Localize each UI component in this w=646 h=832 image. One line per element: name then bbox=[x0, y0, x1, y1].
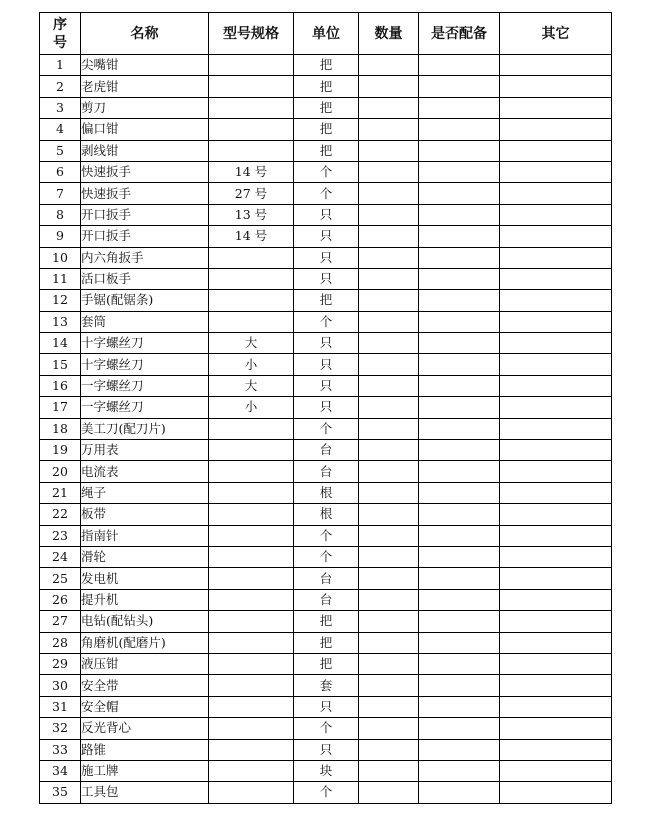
row-number-cell: 33 bbox=[40, 739, 81, 760]
tool-name-cell: 电钻(配钻头) bbox=[81, 611, 209, 632]
other-cell bbox=[500, 482, 612, 503]
tool-name-cell: 十字螺丝刀 bbox=[81, 333, 209, 354]
qty-cell bbox=[359, 140, 419, 161]
spec-cell: 小 bbox=[209, 354, 294, 375]
tool-name-cell: 万用表 bbox=[81, 440, 209, 461]
qty-cell bbox=[359, 760, 419, 781]
row-number-cell: 18 bbox=[40, 418, 81, 439]
qty-cell bbox=[359, 568, 419, 589]
spec-cell bbox=[209, 461, 294, 482]
table-row bbox=[40, 311, 612, 332]
table-row bbox=[40, 247, 612, 268]
equipped-cell bbox=[419, 226, 500, 247]
table-row bbox=[40, 119, 612, 140]
unit-cell: 根 bbox=[294, 482, 359, 503]
row-number-cell: 30 bbox=[40, 675, 81, 696]
unit-cell: 个 bbox=[294, 546, 359, 567]
tool-name-cell: 一字螺丝刀 bbox=[81, 397, 209, 418]
spec-cell: 大 bbox=[209, 375, 294, 396]
qty-cell bbox=[359, 418, 419, 439]
header-equipped: 是否配备 bbox=[419, 13, 500, 55]
other-cell bbox=[500, 782, 612, 803]
unit-cell: 把 bbox=[294, 290, 359, 311]
unit-cell: 个 bbox=[294, 418, 359, 439]
other-cell bbox=[500, 760, 612, 781]
row-number-cell: 13 bbox=[40, 311, 81, 332]
row-number-cell: 29 bbox=[40, 653, 81, 674]
qty-cell bbox=[359, 397, 419, 418]
equipped-cell bbox=[419, 97, 500, 118]
other-cell bbox=[500, 247, 612, 268]
qty-cell bbox=[359, 161, 419, 182]
tool-name-cell: 内六角扳手 bbox=[81, 247, 209, 268]
unit-cell: 块 bbox=[294, 760, 359, 781]
qty-cell bbox=[359, 226, 419, 247]
table-row bbox=[40, 268, 612, 289]
table-row bbox=[40, 418, 612, 439]
spec-cell bbox=[209, 525, 294, 546]
unit-cell: 只 bbox=[294, 333, 359, 354]
tool-name-cell: 提升机 bbox=[81, 589, 209, 610]
equipped-cell bbox=[419, 290, 500, 311]
other-cell bbox=[500, 525, 612, 546]
qty-cell bbox=[359, 611, 419, 632]
spec-cell: 小 bbox=[209, 397, 294, 418]
table-row bbox=[40, 568, 612, 589]
header-row bbox=[40, 13, 612, 55]
table-row bbox=[40, 675, 612, 696]
unit-cell: 只 bbox=[294, 247, 359, 268]
tool-name-cell: 安全带 bbox=[81, 675, 209, 696]
row-number-cell: 31 bbox=[40, 696, 81, 717]
table-row bbox=[40, 482, 612, 503]
other-cell bbox=[500, 504, 612, 525]
table-row bbox=[40, 546, 612, 567]
row-number-cell: 11 bbox=[40, 268, 81, 289]
spec-cell bbox=[209, 632, 294, 653]
other-cell bbox=[500, 696, 612, 717]
table-row bbox=[40, 55, 612, 76]
qty-cell bbox=[359, 290, 419, 311]
equipped-cell bbox=[419, 525, 500, 546]
qty-cell bbox=[359, 333, 419, 354]
qty-cell bbox=[359, 97, 419, 118]
qty-cell bbox=[359, 504, 419, 525]
table-row bbox=[40, 611, 612, 632]
tool-name-cell: 角磨机(配磨片) bbox=[81, 632, 209, 653]
other-cell bbox=[500, 675, 612, 696]
header-spec: 型号规格 bbox=[209, 13, 294, 55]
tool-name-cell: 板带 bbox=[81, 504, 209, 525]
qty-cell bbox=[359, 718, 419, 739]
equipped-cell bbox=[419, 653, 500, 674]
header-seq bbox=[40, 13, 81, 55]
other-cell bbox=[500, 333, 612, 354]
unit-cell: 只 bbox=[294, 739, 359, 760]
tool-name-cell: 套筒 bbox=[81, 311, 209, 332]
other-cell bbox=[500, 375, 612, 396]
row-number-cell: 26 bbox=[40, 589, 81, 610]
other-cell bbox=[500, 311, 612, 332]
other-cell bbox=[500, 55, 612, 76]
table-row bbox=[40, 290, 612, 311]
spec-cell: 14 号 bbox=[209, 226, 294, 247]
table-row bbox=[40, 354, 612, 375]
row-number-cell: 20 bbox=[40, 461, 81, 482]
unit-cell: 个 bbox=[294, 718, 359, 739]
equipped-cell bbox=[419, 461, 500, 482]
tool-name-cell: 美工刀(配刀片) bbox=[81, 418, 209, 439]
tool-name-cell: 尖嘴钳 bbox=[81, 55, 209, 76]
spec-cell bbox=[209, 119, 294, 140]
spec-cell bbox=[209, 611, 294, 632]
other-cell bbox=[500, 718, 612, 739]
equipped-cell bbox=[419, 760, 500, 781]
other-cell bbox=[500, 418, 612, 439]
row-number-cell: 1 bbox=[40, 55, 81, 76]
spec-cell bbox=[209, 97, 294, 118]
unit-cell: 只 bbox=[294, 268, 359, 289]
spec-cell bbox=[209, 76, 294, 97]
tool-name-cell: 快速扳手 bbox=[81, 183, 209, 204]
unit-cell: 把 bbox=[294, 119, 359, 140]
qty-cell bbox=[359, 55, 419, 76]
other-cell bbox=[500, 653, 612, 674]
spec-cell bbox=[209, 568, 294, 589]
spec-cell bbox=[209, 140, 294, 161]
tool-name-cell: 绳子 bbox=[81, 482, 209, 503]
unit-cell: 个 bbox=[294, 161, 359, 182]
qty-cell bbox=[359, 461, 419, 482]
row-number-cell: 9 bbox=[40, 226, 81, 247]
row-number-cell: 35 bbox=[40, 782, 81, 803]
tool-name-cell: 指南针 bbox=[81, 525, 209, 546]
other-cell bbox=[500, 461, 612, 482]
qty-cell bbox=[359, 311, 419, 332]
other-cell bbox=[500, 632, 612, 653]
qty-cell bbox=[359, 76, 419, 97]
unit-cell: 只 bbox=[294, 204, 359, 225]
row-number-cell: 12 bbox=[40, 290, 81, 311]
equipped-cell bbox=[419, 247, 500, 268]
header-qty: 数量 bbox=[359, 13, 419, 55]
unit-cell: 个 bbox=[294, 311, 359, 332]
tool-name-cell: 手锯(配锯条) bbox=[81, 290, 209, 311]
tool-name-cell: 剥线钳 bbox=[81, 140, 209, 161]
tool-name-cell: 剪刀 bbox=[81, 97, 209, 118]
equipped-cell bbox=[419, 375, 500, 396]
table-row bbox=[40, 440, 612, 461]
qty-cell bbox=[359, 546, 419, 567]
tool-name-cell: 反光背心 bbox=[81, 718, 209, 739]
equipped-cell bbox=[419, 611, 500, 632]
qty-cell bbox=[359, 482, 419, 503]
table-row bbox=[40, 97, 612, 118]
header-name: 名称 bbox=[81, 13, 209, 55]
equipped-cell bbox=[419, 183, 500, 204]
header-other: 其它 bbox=[500, 13, 612, 55]
table-row bbox=[40, 140, 612, 161]
spec-cell: 13 号 bbox=[209, 204, 294, 225]
unit-cell: 把 bbox=[294, 76, 359, 97]
other-cell bbox=[500, 546, 612, 567]
table-row bbox=[40, 183, 612, 204]
qty-cell bbox=[359, 268, 419, 289]
spec-cell bbox=[209, 268, 294, 289]
tool-name-cell: 开口扳手 bbox=[81, 204, 209, 225]
qty-cell bbox=[359, 675, 419, 696]
table-row bbox=[40, 739, 612, 760]
unit-cell: 把 bbox=[294, 97, 359, 118]
equipped-cell bbox=[419, 632, 500, 653]
spec-cell bbox=[209, 696, 294, 717]
unit-cell: 台 bbox=[294, 461, 359, 482]
header-seq-line2: 号 bbox=[53, 34, 67, 51]
other-cell bbox=[500, 76, 612, 97]
row-number-cell: 8 bbox=[40, 204, 81, 225]
tool-name-cell: 安全帽 bbox=[81, 696, 209, 717]
row-number-cell: 17 bbox=[40, 397, 81, 418]
tool-name-cell: 滑轮 bbox=[81, 546, 209, 567]
spec-cell: 14 号 bbox=[209, 161, 294, 182]
qty-cell bbox=[359, 247, 419, 268]
row-number-cell: 34 bbox=[40, 760, 81, 781]
table-row bbox=[40, 782, 612, 803]
row-number-cell: 14 bbox=[40, 333, 81, 354]
unit-cell: 台 bbox=[294, 440, 359, 461]
spec-cell: 大 bbox=[209, 333, 294, 354]
equipped-cell bbox=[419, 718, 500, 739]
other-cell bbox=[500, 119, 612, 140]
row-number-cell: 2 bbox=[40, 76, 81, 97]
unit-cell: 台 bbox=[294, 589, 359, 610]
row-number-cell: 21 bbox=[40, 482, 81, 503]
unit-cell: 根 bbox=[294, 504, 359, 525]
other-cell bbox=[500, 440, 612, 461]
unit-cell: 把 bbox=[294, 632, 359, 653]
spec-cell bbox=[209, 653, 294, 674]
header-seq-line1: 序 bbox=[53, 16, 67, 33]
row-number-cell: 5 bbox=[40, 140, 81, 161]
header-unit: 单位 bbox=[294, 13, 359, 55]
row-number-cell: 27 bbox=[40, 611, 81, 632]
other-cell bbox=[500, 290, 612, 311]
equipped-cell bbox=[419, 782, 500, 803]
equipped-cell bbox=[419, 568, 500, 589]
spec-cell bbox=[209, 418, 294, 439]
spec-cell bbox=[209, 440, 294, 461]
table-row bbox=[40, 161, 612, 182]
tool-name-cell: 开口扳手 bbox=[81, 226, 209, 247]
unit-cell: 个 bbox=[294, 183, 359, 204]
qty-cell bbox=[359, 525, 419, 546]
equipped-cell bbox=[419, 140, 500, 161]
equipped-cell bbox=[419, 739, 500, 760]
unit-cell: 只 bbox=[294, 354, 359, 375]
qty-cell bbox=[359, 739, 419, 760]
qty-cell bbox=[359, 782, 419, 803]
unit-cell: 个 bbox=[294, 525, 359, 546]
row-number-cell: 28 bbox=[40, 632, 81, 653]
equipped-cell bbox=[419, 504, 500, 525]
unit-cell: 把 bbox=[294, 140, 359, 161]
equipped-cell bbox=[419, 161, 500, 182]
table-row bbox=[40, 589, 612, 610]
tool-name-cell: 发电机 bbox=[81, 568, 209, 589]
table-row bbox=[40, 718, 612, 739]
tool-name-cell: 老虎钳 bbox=[81, 76, 209, 97]
qty-cell bbox=[359, 589, 419, 610]
row-number-cell: 19 bbox=[40, 440, 81, 461]
qty-cell bbox=[359, 204, 419, 225]
other-cell bbox=[500, 268, 612, 289]
equipped-cell bbox=[419, 204, 500, 225]
row-number-cell: 7 bbox=[40, 183, 81, 204]
unit-cell: 只 bbox=[294, 226, 359, 247]
spec-cell bbox=[209, 482, 294, 503]
equipped-cell bbox=[419, 76, 500, 97]
other-cell bbox=[500, 611, 612, 632]
row-number-cell: 10 bbox=[40, 247, 81, 268]
equipped-cell bbox=[419, 696, 500, 717]
qty-cell bbox=[359, 354, 419, 375]
spec-cell bbox=[209, 311, 294, 332]
other-cell bbox=[500, 354, 612, 375]
tool-name-cell: 电流表 bbox=[81, 461, 209, 482]
equipped-cell bbox=[419, 418, 500, 439]
row-number-cell: 32 bbox=[40, 718, 81, 739]
equipped-cell bbox=[419, 397, 500, 418]
unit-cell: 个 bbox=[294, 782, 359, 803]
equipped-cell bbox=[419, 589, 500, 610]
row-number-cell: 25 bbox=[40, 568, 81, 589]
table-row bbox=[40, 397, 612, 418]
table-row bbox=[40, 76, 612, 97]
unit-cell: 只 bbox=[294, 696, 359, 717]
qty-cell bbox=[359, 696, 419, 717]
qty-cell bbox=[359, 653, 419, 674]
row-number-cell: 23 bbox=[40, 525, 81, 546]
tool-inventory-table bbox=[39, 12, 612, 804]
row-number-cell: 6 bbox=[40, 161, 81, 182]
other-cell bbox=[500, 568, 612, 589]
table-row bbox=[40, 696, 612, 717]
spec-cell bbox=[209, 290, 294, 311]
other-cell bbox=[500, 161, 612, 182]
tool-name-cell: 十字螺丝刀 bbox=[81, 354, 209, 375]
tool-name-cell: 路锥 bbox=[81, 739, 209, 760]
unit-cell: 把 bbox=[294, 653, 359, 674]
spec-cell bbox=[209, 718, 294, 739]
unit-cell: 把 bbox=[294, 55, 359, 76]
other-cell bbox=[500, 97, 612, 118]
qty-cell bbox=[359, 119, 419, 140]
table-row bbox=[40, 375, 612, 396]
row-number-cell: 15 bbox=[40, 354, 81, 375]
tool-name-cell: 液压钳 bbox=[81, 653, 209, 674]
unit-cell: 套 bbox=[294, 675, 359, 696]
other-cell bbox=[500, 226, 612, 247]
unit-cell: 把 bbox=[294, 611, 359, 632]
equipped-cell bbox=[419, 268, 500, 289]
table-row bbox=[40, 653, 612, 674]
qty-cell bbox=[359, 375, 419, 396]
equipped-cell bbox=[419, 119, 500, 140]
table-row bbox=[40, 760, 612, 781]
table-row bbox=[40, 461, 612, 482]
table-row bbox=[40, 525, 612, 546]
other-cell bbox=[500, 140, 612, 161]
equipped-cell bbox=[419, 482, 500, 503]
table-row bbox=[40, 333, 612, 354]
equipped-cell bbox=[419, 546, 500, 567]
row-number-cell: 22 bbox=[40, 504, 81, 525]
tool-name-cell: 偏口钳 bbox=[81, 119, 209, 140]
spec-cell bbox=[209, 589, 294, 610]
table-row bbox=[40, 504, 612, 525]
tool-name-cell: 工具包 bbox=[81, 782, 209, 803]
table-row bbox=[40, 632, 612, 653]
spec-cell bbox=[209, 760, 294, 781]
equipped-cell bbox=[419, 55, 500, 76]
qty-cell bbox=[359, 183, 419, 204]
other-cell bbox=[500, 183, 612, 204]
qty-cell bbox=[359, 632, 419, 653]
tool-name-cell: 施工牌 bbox=[81, 760, 209, 781]
unit-cell: 台 bbox=[294, 568, 359, 589]
tool-name-cell: 快速扳手 bbox=[81, 161, 209, 182]
spec-cell bbox=[209, 247, 294, 268]
tool-name-cell: 一字螺丝刀 bbox=[81, 375, 209, 396]
table-row bbox=[40, 204, 612, 225]
spec-cell: 27 号 bbox=[209, 183, 294, 204]
equipped-cell bbox=[419, 440, 500, 461]
row-number-cell: 16 bbox=[40, 375, 81, 396]
row-number-cell: 3 bbox=[40, 97, 81, 118]
unit-cell: 只 bbox=[294, 397, 359, 418]
spec-cell bbox=[209, 55, 294, 76]
qty-cell bbox=[359, 440, 419, 461]
table-row bbox=[40, 226, 612, 247]
other-cell bbox=[500, 739, 612, 760]
other-cell bbox=[500, 397, 612, 418]
equipped-cell bbox=[419, 354, 500, 375]
tool-name-cell: 活口板手 bbox=[81, 268, 209, 289]
spec-cell bbox=[209, 546, 294, 567]
spec-cell bbox=[209, 782, 294, 803]
row-number-cell: 24 bbox=[40, 546, 81, 567]
other-cell bbox=[500, 204, 612, 225]
equipped-cell bbox=[419, 311, 500, 332]
spec-cell bbox=[209, 739, 294, 760]
spec-cell bbox=[209, 504, 294, 525]
other-cell bbox=[500, 589, 612, 610]
table-body bbox=[40, 55, 612, 804]
spec-cell bbox=[209, 675, 294, 696]
unit-cell: 只 bbox=[294, 375, 359, 396]
equipped-cell bbox=[419, 675, 500, 696]
row-number-cell: 4 bbox=[40, 119, 81, 140]
equipped-cell bbox=[419, 333, 500, 354]
